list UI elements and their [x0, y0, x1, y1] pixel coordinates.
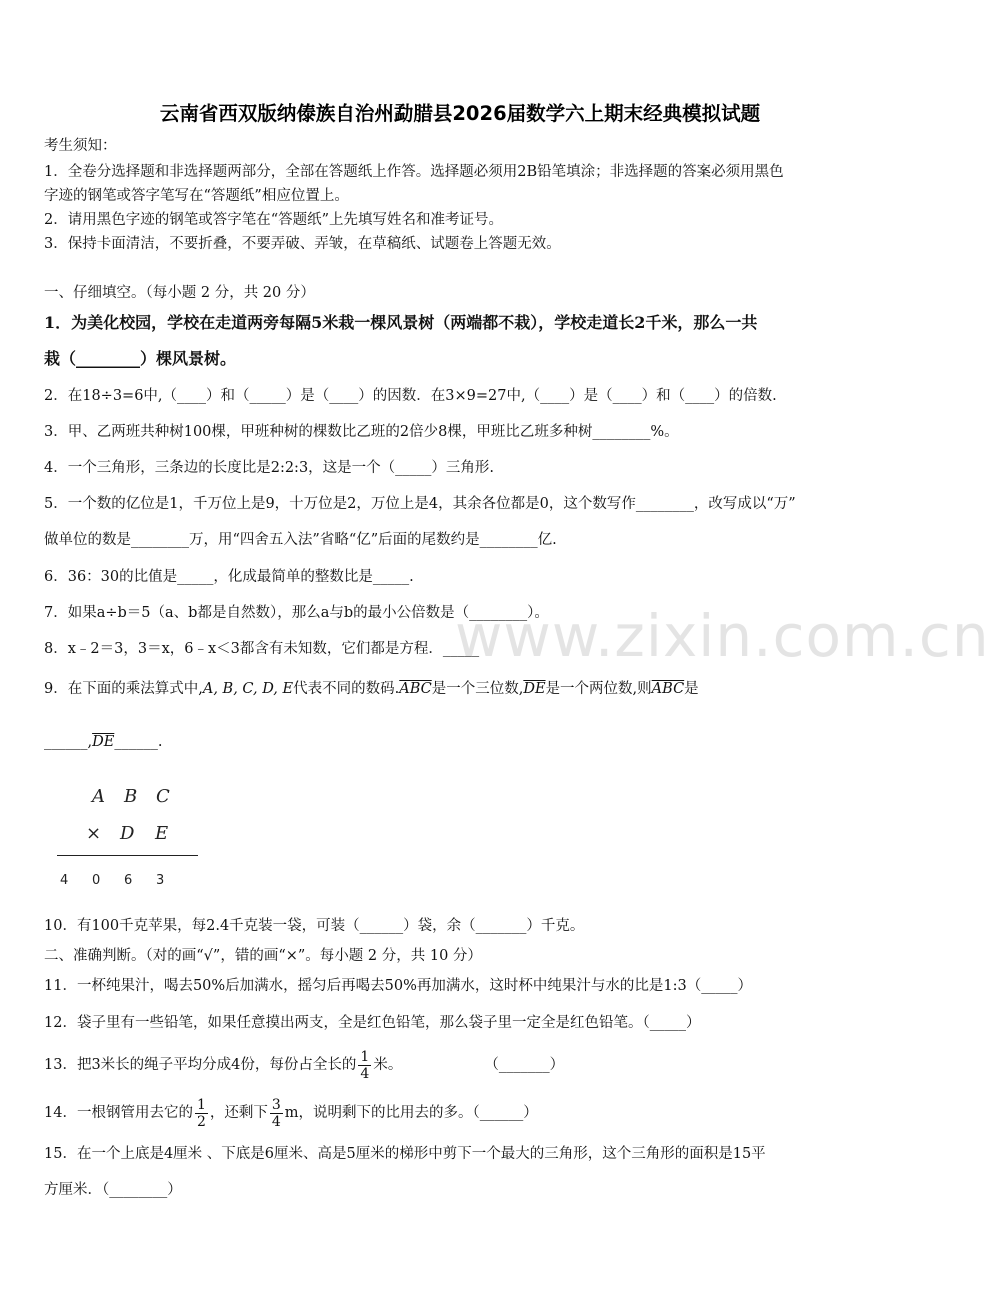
question-10: 10．有100千克苹果，每2.4千克装一袋，可装（______）袋，余（_______）千克。 — [44, 918, 585, 934]
q13-blank: （_______） — [484, 1057, 565, 1073]
q14-den-2: 4 — [271, 1113, 281, 1130]
notice-heading: 考生须知： — [44, 138, 117, 154]
fraction-one-half — [195, 1097, 208, 1130]
calc-result-digit-3: 6 — [124, 873, 133, 888]
calc-result-digit-1: 4 — [60, 873, 69, 888]
q9-line2-end: ______. — [114, 734, 163, 750]
calc-result-digit-2: 0 — [92, 873, 101, 888]
q14-num-2: 3 — [271, 1096, 281, 1113]
q9-mid-1: 代表不同的数码. — [293, 681, 400, 697]
question-13 — [44, 1046, 564, 1084]
question-5-line-1: 5．一个数的亿位是1，千万位上是9，十万位是2，万位上是4，其余各位都是0，这个数写作________，改写成以“万” — [44, 496, 796, 512]
question-8: 8．x﹣2＝3，3＝x，6﹣x＜3都含有未知数，它们都是方程．_____ — [44, 641, 480, 657]
question-2: 2．在18÷3=6中,（____）和（_____）是（____）的因数．在3×9=27中,（____）是（____）和（____）的倍数. — [44, 388, 777, 404]
question-6: 6．36：30的比值是_____，化成最简单的整数比是_____. — [44, 569, 414, 585]
question-4: 4．一个三角形，三条边的长度比是2:2:3，这是一个（_____）三角形. — [44, 460, 495, 476]
q9-prefix: 9．在下面的乘法算式中, — [44, 681, 203, 697]
question-15-line-2: 方厘米．（________） — [44, 1182, 182, 1198]
question-1-line-1: 1．为美化校园，学校在走道两旁每隔5米栽一棵风景树（两端都不栽），学校走道长2千米，那么一共 — [44, 313, 758, 332]
q9-de-2: $\overline{DE}$ — [92, 734, 115, 750]
page-title: 云南省西双版纳傣族自治州勐腊县2026届数学六上期末经典模拟试题 — [159, 102, 761, 125]
q13-num: 1 — [360, 1048, 370, 1065]
q14-prefix: 14．一根钢管用去它的 — [44, 1105, 193, 1121]
q9-line2-start: ______, — [44, 734, 93, 750]
q13-prefix: 13．把3米长的绳子平均分成4份，每份占全长的 — [44, 1057, 357, 1073]
question-14 — [44, 1094, 538, 1132]
fraction-three-quarters — [270, 1097, 283, 1130]
q9-end: 是 — [684, 681, 699, 697]
notice-item-1a: 1．全卷分选择题和非选择题两部分，全部在答题纸上作答。选择题必须用2B铅笔填涂；非选择题的答案必须用黑色 — [44, 164, 784, 180]
calc-underline — [57, 855, 198, 856]
question-12: 12．袋子里有一些铅笔，如果任意摸出两支，全是红色铅笔，那么袋子里一定全是红色铅笔。（_____） — [44, 1015, 701, 1031]
q13-suffix: 米。 — [373, 1057, 403, 1073]
question-11: 11．一杯纯果汁，喝去50%后加满水，摇匀后再喝去50%再加满水，这时杯中纯果汁与水的比是1:3（_____） — [44, 978, 752, 994]
calc-digit-e: E — [155, 823, 169, 844]
q9-mid-3: 是一个两位数,则 — [545, 681, 652, 697]
q9-mid-2: 是一个三位数, — [431, 681, 524, 697]
question-1-line-2: 栽（________）棵风景树。 — [44, 349, 237, 368]
question-9-line-1 — [44, 679, 699, 699]
q14-num-1: 1 — [196, 1096, 206, 1113]
q9-de: $\overline{DE}$ — [523, 681, 546, 697]
fraction-one-quarter — [358, 1049, 371, 1082]
calc-result-digit-4: 3 — [156, 873, 165, 888]
section-2-heading: 二、准确判断。（对的画“√”，错的画“×”。每小题 2 分，共 10 分） — [44, 948, 482, 964]
q9-abc-2: $\overline{ABC}$ — [651, 681, 685, 697]
q14-den-1: 2 — [196, 1113, 206, 1130]
watermark-text: www.zixin.com.cn — [455, 602, 990, 670]
calc-digit-b: B — [124, 786, 138, 807]
calc-digit-d: D — [120, 823, 135, 844]
calc-times-sign: × — [86, 823, 102, 844]
notice-item-2: 2．请用黑色字迹的钢笔或答字笔在“答题纸”上先填写姓名和准考证号。 — [44, 212, 504, 228]
notice-item-3: 3．保持卡面清洁，不要折叠，不要弄破、弄皱，在草稿纸、试题卷上答题无效。 — [44, 236, 561, 252]
q14-mid: ，还剩下 — [209, 1105, 268, 1121]
calc-digit-a: A — [92, 786, 105, 807]
question-3: 3．甲、乙两班共种树100棵，甲班种树的棵数比乙班的2倍少8棵，甲班比乙班多种树________%。 — [44, 424, 679, 440]
q14-suffix: m，说明剩下的比用去的多。（______） — [284, 1105, 538, 1121]
q9-letters: A, B, C, D, E — [202, 681, 294, 697]
question-5-line-2: 做单位的数是________万，用“四舍五入法”省略“亿”后面的尾数约是________亿. — [44, 532, 557, 548]
question-15-line-1: 15．在一个上底是4厘米 、下底是6厘米、高是5厘米的梯形中剪下一个最大的三角形，这个三角形的面积是15平 — [44, 1146, 766, 1162]
q13-den: 4 — [360, 1065, 370, 1082]
section-1-heading: 一、仔细填空。（每小题 2 分，共 20 分） — [44, 285, 315, 301]
calc-digit-c: C — [156, 786, 170, 807]
q9-abc: $\overline{ABC}$ — [399, 681, 432, 697]
question-9-line-2 — [44, 732, 162, 752]
question-7: 7．如果a÷b＝5（a、b都是自然数），那么a与b的最小公倍数是（________）。 — [44, 605, 549, 621]
notice-item-1b: 字迹的钢笔或答字笔写在“答题纸”相应位置上。 — [44, 188, 349, 204]
